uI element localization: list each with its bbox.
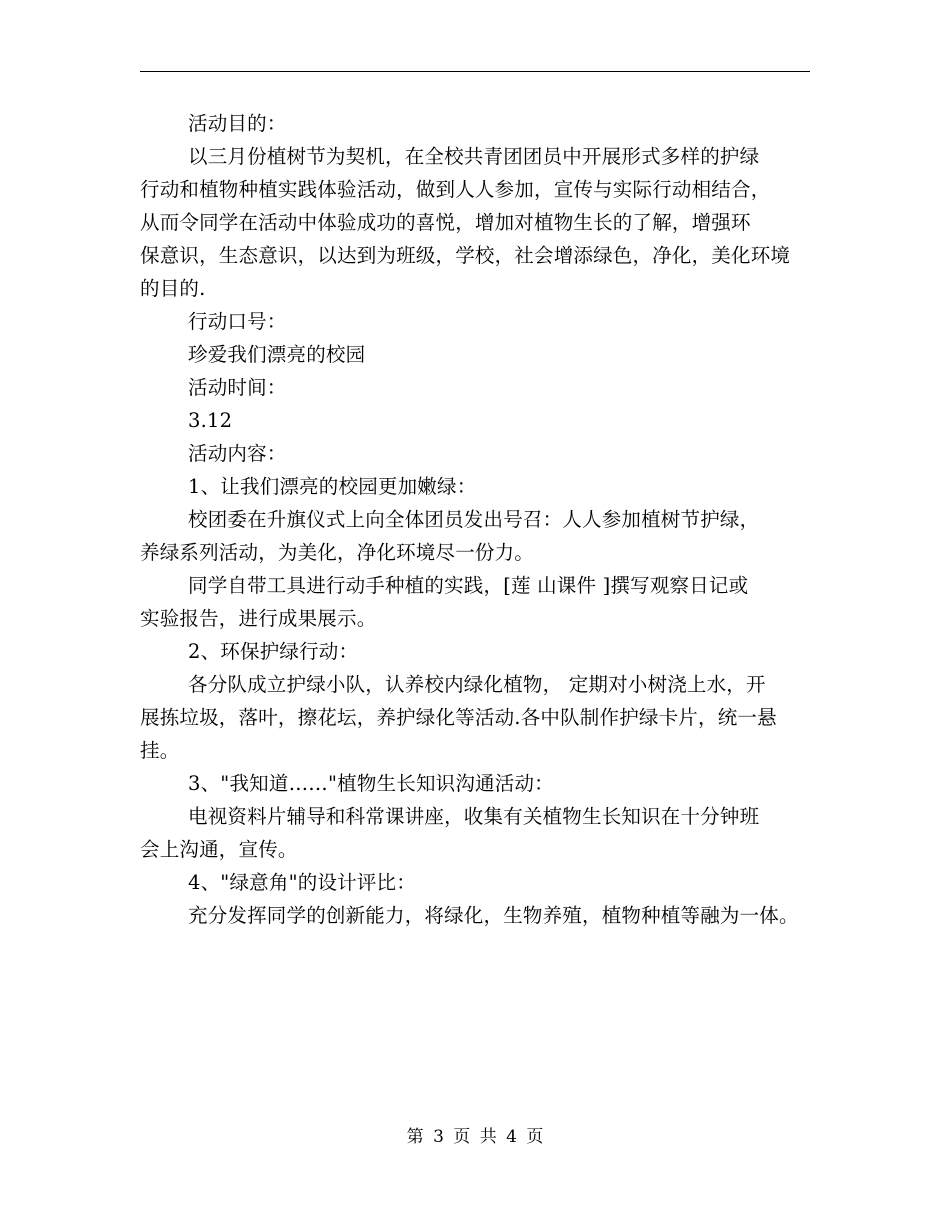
paragraph-line: 2、环保护绿行动： <box>188 640 359 663</box>
paragraph-line: 行动和植物种植实践体验活动，做到人人参加，宣传与实际行动相结合， <box>140 178 771 201</box>
paragraph-line: 展拣垃圾，落叶，擦花坛，养护绿化等活动.各中队制作护绿卡片，统一悬 <box>140 706 777 729</box>
paragraph-line: 4、"绿意角"的设计评比： <box>188 871 416 894</box>
paragraph-line: 实验报告，进行成果展示。 <box>140 607 377 630</box>
paragraph-line: 以三月份植树节为契机，在全校共青团团员中开展形式多样的护绿 <box>188 145 760 168</box>
paragraph-line: 挂。 <box>140 739 180 762</box>
paragraph-line: 充分发挥同学的创新能力，将绿化，生物养殖，植物种植等融为一体。 <box>188 904 799 927</box>
paragraph-line: 校团委在升旗仪式上向全体团员发出号召：人人参加植树节护绿， <box>188 508 760 531</box>
paragraph-line: 行动口号： <box>188 310 287 333</box>
paragraph-line: 活动时间： <box>188 376 287 399</box>
paragraph-line: 3.12 <box>188 409 233 432</box>
paragraph-line: 珍爱我们漂亮的校园 <box>188 343 366 366</box>
paragraph-line: 活动内容： <box>188 442 287 465</box>
header-rule <box>140 71 810 72</box>
document-body <box>140 107 820 932</box>
paragraph-line: 各分队成立护绿小队，认养校内绿化植物， 定期对小树浇上水，开 <box>188 673 766 696</box>
paragraph-line: 电视资料片辅导和科常课讲座，收集有关植物生长知识在十分钟班 <box>188 805 760 828</box>
paragraph-line: 保意识，生态意识，以达到为班级，学校，社会增添绿色，净化，美化环境 <box>140 244 791 267</box>
paragraph-line: 从而令同学在活动中体验成功的喜悦，增加对植物生长的了解，增强环 <box>140 211 751 234</box>
paragraph-line: 同学自带工具进行动手种植的实践，[莲 山课件 ]撰写观察日记或 <box>188 574 749 597</box>
paragraph-line: 养绿系列活动，为美化，净化环境尽一份力。 <box>140 541 535 564</box>
paragraph-line: 活动目的： <box>188 112 287 135</box>
paragraph-line: 的目的. <box>140 277 206 300</box>
page-number: 第 3 页 共 4 页 <box>406 1127 544 1147</box>
paragraph-line: 1、让我们漂亮的校园更加嫩绿： <box>188 475 477 498</box>
paragraph-line: 会上沟通，宣传。 <box>140 838 298 861</box>
paragraph-line: 3、"我知道……"植物生长知识沟通活动： <box>188 772 554 795</box>
